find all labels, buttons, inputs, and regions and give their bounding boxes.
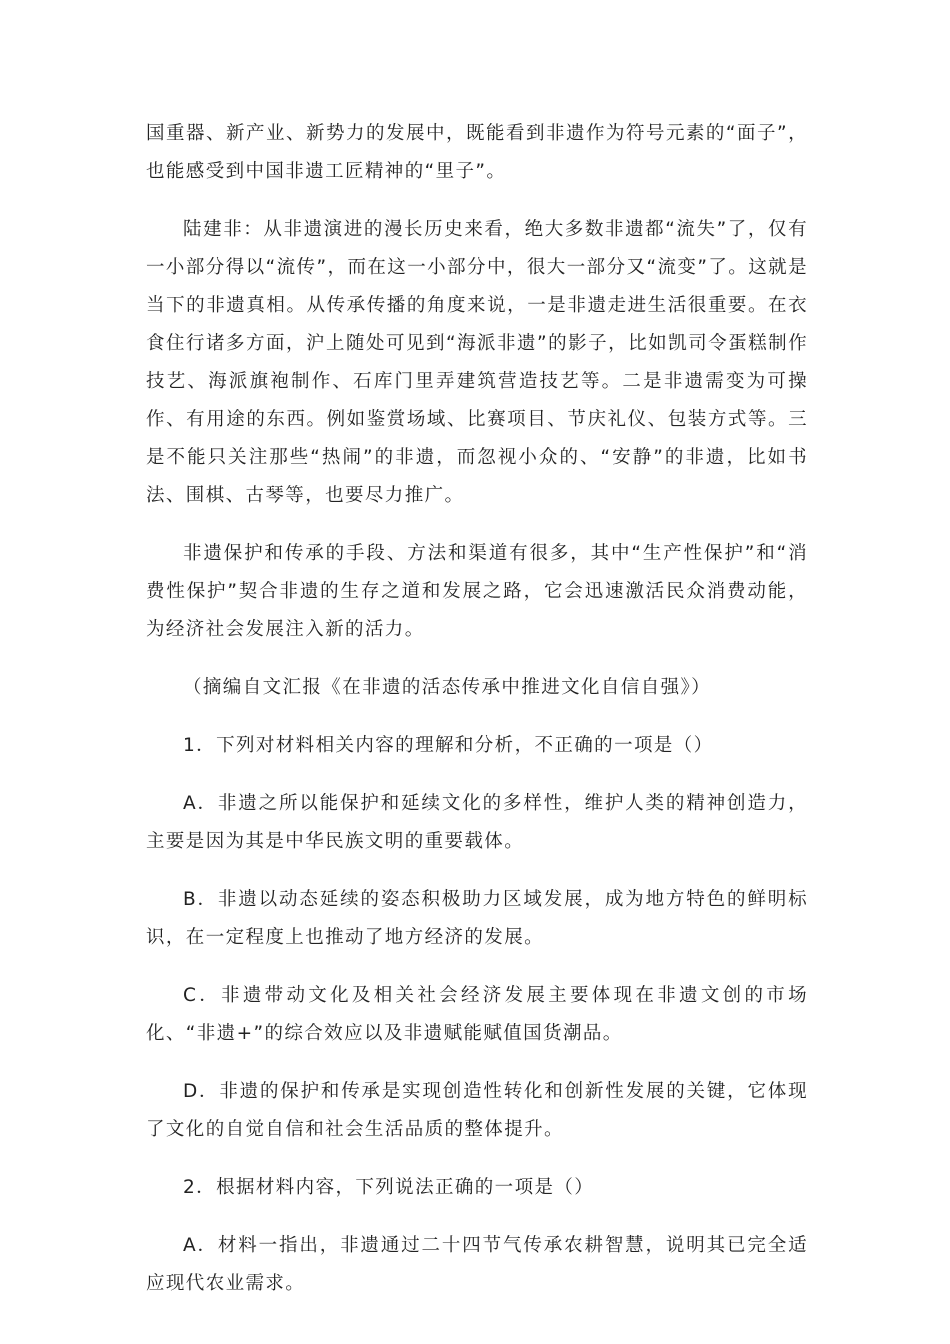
question-1: 1．下列对材料相关内容的理解和分析，不正确的一项是（） (183, 735, 714, 756)
paragraph-continuation: 国重器、新产业、新势力的发展中，既能看到非遗作为符号元素的“面子”，也能感受到中国非遗工匠精神的“里子”。 (146, 123, 808, 182)
source-citation: （摘编自文汇报《在非遗的活态传承中推进文化自信自强》） (183, 677, 712, 698)
question-1-option-d: D．非遗的保护和传承是实现创造性转化和创新性发展的关键，它体现了文化的自觉自信和社会生活品质的整体提升。 (146, 1081, 808, 1140)
question-1-option-c: C．非遗带动文化及相关社会经济发展主要体现在非遗文创的市场化、“非遗+”的综合效应以及非遗赋能赋值国货潮品。 (146, 985, 808, 1044)
question-1-option-b: B．非遗以动态延续的姿态积极助力区域发展，成为地方特色的鲜明标识，在一定程度上也推动了地方经济的发展。 (146, 889, 808, 948)
question-1-option-a: A．非遗之所以能保护和延续文化的多样性，维护人类的精神创造力，主要是因为其是中华民族文明的重要载体。 (146, 793, 808, 852)
question-2-option-a: A．材料一指出，非遗通过二十四节气传承农耕智慧，说明其已完全适应现代农业需求。 (146, 1235, 808, 1294)
question-2: 2．根据材料内容，下列说法正确的一项是（） (183, 1177, 595, 1198)
paragraph-protection: 非遗保护和传承的手段、方法和渠道有很多，其中“生产性保护”和“消费性保护”契合非遗的生存之道和发展之路，它会迅速激活民众消费动能，为经济社会发展注入新的活力。 (146, 543, 808, 640)
paragraph-lu-jianfei: 陆建非：从非遗演进的漫长历史来看，绝大多数非遗都“流失”了，仅有一小部分得以“流传”，而在这一小部分中，很大一部分又“流变”了。这就是当下的非遗真相。从传承传播的角度来说，一是非遗走进生活很重要。在衣食住行诸多方面，沪上随处可见到“海派非遗”的影子，比如凯司令蛋糕制作技艺、海派旗袍制作、石库门里弄建筑营造技艺等。二是非遗需变为可操作、有用途的东西。例如鉴赏场域、比赛项目、节庆礼仪、包装方式等。三是不能只关注那些“热闹”的非遗，而忽视小众的、“安静”的非遗，比如书法、围棋、古琴等，也要尽力推广。 (146, 219, 808, 506)
